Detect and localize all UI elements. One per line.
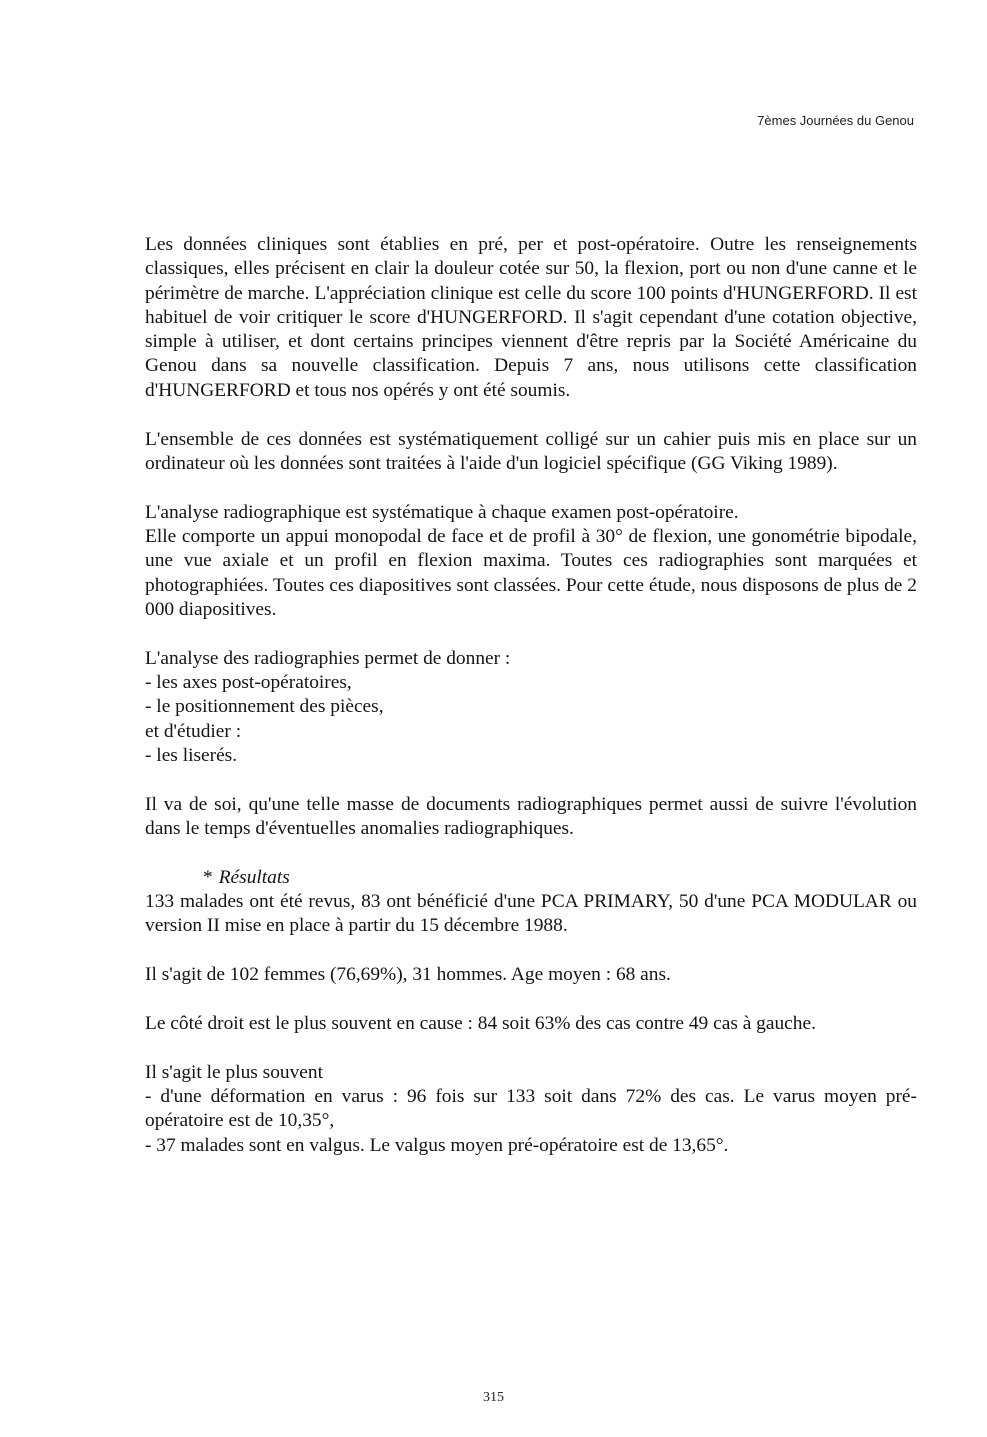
radiographic-analysis-first-line: L'analyse radiographique est systématique à chaque examen post-opératoire. — [145, 501, 739, 523]
body-text — [145, 233, 917, 1158]
running-header: 7èmes Journées du Genou — [757, 113, 914, 128]
list-radiographic-goals — [145, 647, 917, 768]
paragraph-data-collection: L'ensemble de ces données est systématiquement colligé sur un cahier puis mis en place sur un ordinateur où les données sont traitées à l'aide d'un logiciel spécifique (GG Viking 1989). — [145, 428, 917, 474]
paragraph-patients-reviewed: 133 malades ont été revus, 83 ont bénéficié d'une PCA PRIMARY, 50 d'une PCA MODULAR ou version II mise en place à partir du 15 décembre 1988. — [145, 891, 917, 937]
paragraph-clinical-data: Les données cliniques sont établies en pré, per et post-opératoire. Outre les renseignements classiques, elles précisent en clair la douleur cotée sur 50, la flexion, port ou non d'une canne et le périmètre de marche. L'appréciation clinique est celle du score 100 points d'HUNGERFORD. Il est habituel de voir critiquer le score d'HUNGERFORD. Il s'agit cependant d'une cotation objective, simple à utiliser, et dont certains principes viennent d'être repris par la Société Américaine du Genou dans sa nouvelle classification. Depuis 7 ans, nous utilisons cette classification d'HUNGERFORD et tous nos opérés y ont été soumis. — [145, 234, 917, 401]
radiographic-analysis-body: Elle comporte un appui monopodal de face et de profil à 30° de flexion, une gonométrie bipodale, une vue axiale et un profil en flexion maxima. Toutes ces radiographies sont marquées et photographiées. Toutes ces diapositives sont classées. Pour cette étude, nous disposons de plus de 2 000 diapositives. — [145, 525, 917, 620]
list-line: - les liserés. — [145, 744, 238, 766]
paragraph-radiographic-analysis — [145, 501, 917, 622]
list-line: - les axes post-opératoires, — [145, 671, 352, 693]
section-title: Résultats — [218, 866, 290, 888]
paragraph-side: Le côté droit est le plus souvent en cause : 84 soit 63% des cas contre 49 cas à gauche. — [145, 1012, 816, 1034]
list-line: - le positionnement des pièces, — [145, 696, 384, 718]
deformation-intro: Il s'agit le plus souvent — [145, 1061, 323, 1083]
paragraph-evolution: Il va de soi, qu'une telle masse de documents radiographiques permet aussi de suivre l'évolution dans le temps d'éventuelles anomalies radiographiques. — [145, 793, 917, 839]
list-line: et d'étudier : — [145, 720, 242, 742]
deformation-valgus: - 37 malades sont en valgus. Le valgus moyen pré-opératoire est de 13,65°. — [145, 1134, 729, 1156]
paragraph-demographics: Il s'agit de 102 femmes (76,69%), 31 hommes. Age moyen : 68 ans. — [145, 964, 671, 986]
paragraph-deformation — [145, 1061, 917, 1158]
list-line: L'analyse des radiographies permet de donner : — [145, 647, 511, 669]
section-star: * — [203, 866, 213, 888]
deformation-varus: - d'une déformation en varus : 96 fois sur 133 soit dans 72% des cas. Le varus moyen pré-opératoire est de 10,35°, — [145, 1086, 917, 1132]
section-heading-results — [145, 866, 917, 890]
page-number: 315 — [483, 1390, 504, 1405]
